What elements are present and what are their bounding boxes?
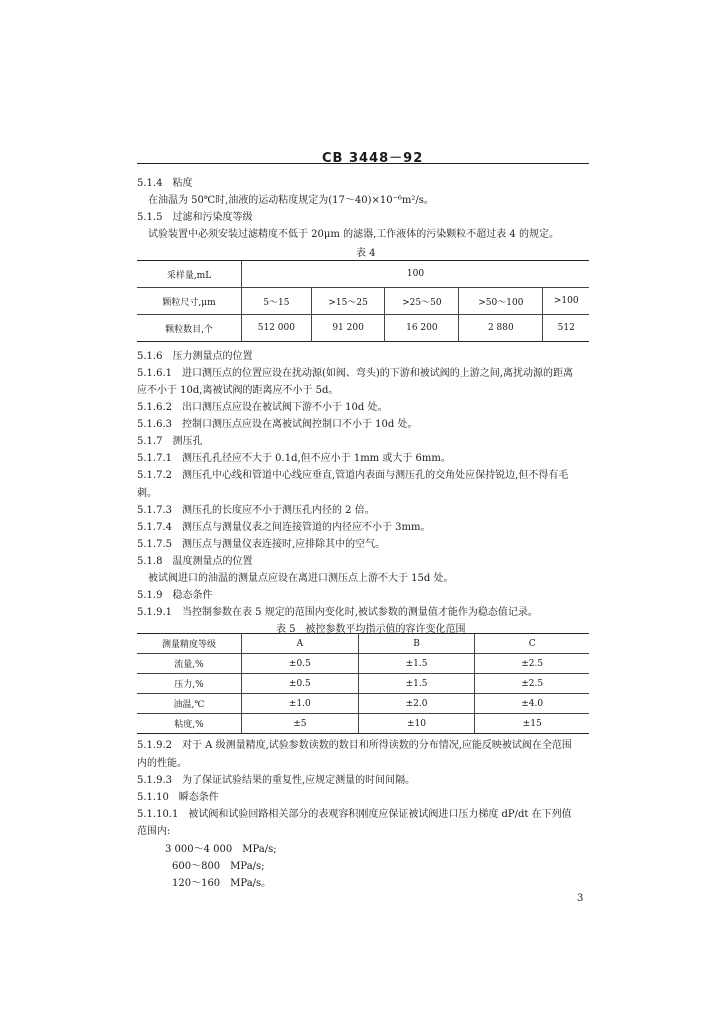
table-header-cell: A — [242, 634, 359, 654]
gradient-value-1: 3 000～4 000 MPa/s; — [165, 844, 277, 855]
table-row — [137, 288, 589, 315]
table-row — [137, 714, 589, 734]
table-row — [137, 315, 589, 342]
table-5 — [137, 633, 589, 734]
table-row — [137, 261, 589, 288]
paragraph-5-1-9-2-cont: 内的性能。 — [137, 758, 187, 769]
section-5-1-4-text: 在油温为 50℃时,油液的运动粘度规定为(17～40)×10⁻⁶m²/s。 — [148, 195, 434, 206]
table-cell: ±2.0 — [358, 694, 475, 714]
paragraph-5-1-7-4: 5.1.7.4 测压点与测量仪表之间连接管道的内径应不小于 3mm。 — [137, 522, 431, 533]
table-cell: ±2.5 — [475, 674, 589, 694]
table-cell: 2 880 — [459, 315, 543, 342]
table-row — [137, 654, 589, 674]
paragraph-5-1-6-2: 5.1.6.2 出口测压点应设在被试阀下游不小于 10d 处。 — [137, 402, 388, 413]
table-cell: ±1.0 — [242, 694, 359, 714]
paragraph-5-1-6-3: 5.1.6.3 控制口测压点应设在离被试阀控制口不小于 10d 处。 — [137, 419, 418, 430]
table-cell: 16 200 — [385, 315, 459, 342]
table-header-cell: 测量精度等级 — [161, 640, 216, 650]
table-cell: ±4.0 — [475, 694, 589, 714]
table-cell: 颗粒尺寸,μm — [137, 288, 242, 315]
paragraph-5-1-9-1: 5.1.9.1 当控制参数在表 5 规定的范围内变化时,被试参数的测量值才能作为稳态值记录。 — [137, 607, 538, 618]
paragraph-5-1-6-1-cont: 应不小于 10d,离被试阀的距离应不小于 5d。 — [137, 385, 339, 396]
paragraph-5-1-9-2: 5.1.9.2 对于 A 级测量精度,试验参数读数的数目和所得读数的分布情况,应能反映被试阀在全范围 — [137, 740, 572, 751]
section-5-1-9-title: 5.1.9 稳态条件 — [137, 590, 213, 601]
section-5-1-5-title: 5.1.5 过滤和污染度等级 — [137, 212, 253, 223]
table-cell: ±0.5 — [242, 654, 359, 674]
table-cell: ±1.5 — [358, 674, 475, 694]
table-cell: 5～15 — [242, 288, 312, 315]
section-5-1-8-text: 被试阀进口的油温的测量点应设在离进口测压点上游不大于 15d 处。 — [148, 573, 454, 584]
table-cell: >100 — [543, 288, 589, 315]
section-5-1-10-title: 5.1.10 瞬态条件 — [137, 792, 219, 803]
table-cell: 油温,℃ — [137, 694, 242, 714]
table-cell: >50～100 — [459, 288, 543, 315]
paragraph-5-1-7-2-cont: 刺。 — [137, 488, 157, 499]
table-cell: 512 — [543, 315, 589, 342]
header-rule — [137, 163, 589, 164]
table-cell: ±5 — [242, 714, 359, 734]
table-cell: 流量,% — [137, 654, 242, 674]
table-cell: ±2.5 — [475, 654, 589, 674]
table-cell: ±1.5 — [358, 654, 475, 674]
gradient-value-2: 600～800 MPa/s; — [172, 861, 265, 872]
section-5-1-8-title: 5.1.8 温度测量点的位置 — [137, 556, 253, 567]
section-5-1-4-title: 5.1.4 粘度 — [137, 178, 193, 189]
table-header-cell: B — [358, 634, 475, 654]
paragraph-5-1-9-3: 5.1.9.3 为了保证试验结果的重复性,应规定测量的时间间隔。 — [137, 775, 416, 786]
table-cell: ±10 — [358, 714, 475, 734]
standard-number: CB 3448－92 — [322, 151, 424, 166]
table-cell: 压力,% — [137, 674, 242, 694]
gradient-value-3: 120～160 MPa/s。 — [172, 878, 272, 889]
table-4-caption: 表 4 — [356, 248, 376, 259]
table-header-cell: C — [475, 634, 589, 654]
table-cell: 采样量,mL — [166, 270, 212, 281]
table-cell: 91 200 — [311, 315, 385, 342]
table-row — [137, 694, 589, 714]
table-row — [137, 674, 589, 694]
paragraph-5-1-7-5: 5.1.7.5 测压点与测量仪表连接时,应排除其中的空气。 — [137, 539, 386, 550]
paragraph-5-1-10-1-cont: 范围内: — [137, 826, 171, 837]
table-header-row — [137, 634, 589, 654]
table-cell: ±0.5 — [242, 674, 359, 694]
page-number: 3 — [577, 893, 584, 904]
paragraph-5-1-10-1: 5.1.10.1 被试阀和试验回路相关部分的表观容积刚度应保证被试阀进口压力梯度 dP/dt 在下列值 — [137, 809, 572, 820]
table-cell: 512 000 — [242, 315, 312, 342]
table-cell: 100 — [242, 261, 590, 288]
paragraph-5-1-6-1: 5.1.6.1 进口测压点的位置应设在扰动源(如阀、弯头)的下游和被试阀的上游之间,离扰动源的距离 — [137, 368, 573, 379]
paragraph-5-1-7-3: 5.1.7.3 测压孔的长度应不小于测压孔内径的 2 倍。 — [137, 505, 375, 516]
table-cell: >15～25 — [311, 288, 385, 315]
table-cell: ±15 — [475, 714, 589, 734]
section-5-1-7-title: 5.1.7 测压孔 — [137, 436, 203, 447]
table-cell: 粘度,% — [137, 714, 242, 734]
section-5-1-5-text: 试验装置中必须安装过滤精度不低于 20μm 的滤器,工作液体的污染颗粒不超过表 4 的规定。 — [148, 229, 559, 240]
table-cell: 颗粒数目,个 — [137, 315, 242, 342]
section-5-1-6-title: 5.1.6 压力测量点的位置 — [137, 351, 253, 362]
table-cell: >25～50 — [385, 288, 459, 315]
paragraph-5-1-7-1: 5.1.7.1 测压孔孔径应不大于 0.1d,但不应小于 1mm 或大于 6mm。 — [137, 453, 451, 464]
table-4 — [137, 260, 589, 342]
table-5-caption: 表 5 被控参数平均指示值的容许变化范围 — [276, 624, 466, 635]
paragraph-5-1-7-2: 5.1.7.2 测压孔中心线和管道中心线应垂直,管道内表面与测压孔的交角处应保持锐边,但不得有毛 — [137, 470, 569, 481]
